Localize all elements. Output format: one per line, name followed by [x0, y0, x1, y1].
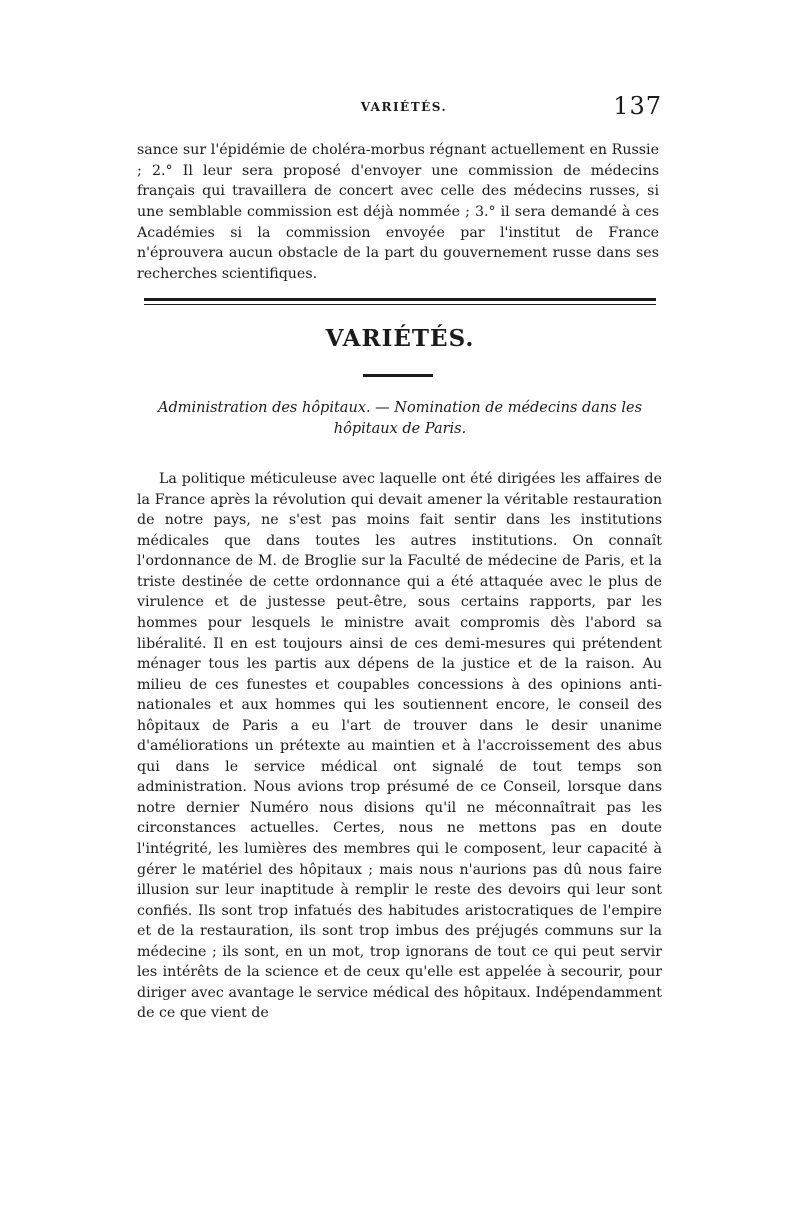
running-head	[146, 92, 662, 120]
section-title: VARIÉTÉS.	[325, 325, 475, 352]
divider-thick-line	[144, 298, 656, 301]
page-number: 137	[613, 92, 662, 120]
divider-thin-line	[144, 304, 656, 305]
article-subheading: Administration des hôpitaux. — Nomination de médecins dans les hôpitaux de Paris.	[157, 400, 643, 437]
article-paragraph: La politique méticuleuse avec laquelle ont été dirigées les affaires de la France après la révolution qui devait amener la véritable restauration de notre pays, ne s'est pas moins fait sentir dans les institutions médicales que dans toutes les autres institutions. On connaît l'ordonnance de M. de Broglie sur la Faculté de médecine de Paris, et la triste destinée de cette ordonnance qui a été attaquée avec le plus de virulence et de justesse peut-être, sous certains rapports, par les hommes pour lesquels le ministre avait compromis dès l'abord sa libéralité. Il en est toujours ainsi de ces demi-mesures qui prétendent ménager tous les partis aux dépens de la justice et de la raison. Au milieu de ces funestes et coupables concessions à des opinions anti-nationales et aux hommes qui les soutiennent encore, le conseil des hôpitaux de Paris a eu l'art de trouver dans le desir unanime d'améliorations un prétexte au maintien et à l'accroissement des abus qui dans le service médical ont signalé de tout temps son administration. Nous avions trop présumé de ce Conseil, lorsque dans notre dernier Numéro nous disions qu'il ne méconnaîtrait pas les circonstances actuelles. Certes, nous ne mettons pas en doute l'intégrité, les lumières des membres qui le composent, leur capacité à gérer le matériel des hôpitaux ; mais nous n'aurions pas dû nous faire illusion sur leur inaptitude à remplir le reste des devoirs qui leur sont confiés. Ils sont trop infatués des habitudes aristocratiques de l'empire et de la restauration, ils sont trop imbus des préjugés communs sur la médecine ; ils sont, en un mot, trop ignorans de tout ce qui peut servir les intérêts de la science et de ceux qu'elle est appelée à secourir, pour diriger avec avantage le service médical des hôpitaux. Indépendamment de ce que vient de	[137, 471, 662, 1022]
section-divider	[144, 298, 656, 308]
running-title: VARIÉTÉS.	[360, 100, 448, 114]
previous-section-paragraph: sance sur l'épidémie de choléra-morbus régnant actuellement en Russie ; 2.° Il leur sera proposé d'envoyer une commission de médecins français qui travaillera de concert avec celle des médecins russes, si une semblable commission est déjà nommée ; 3.° il sera demandé à ces Académies si la commission envoyée par l'institut de France n'éprouvera aucun obstacle de la part du gouvernement russe dans ses recherches scientifiques.	[137, 142, 659, 282]
title-ornament-rule	[363, 374, 433, 377]
